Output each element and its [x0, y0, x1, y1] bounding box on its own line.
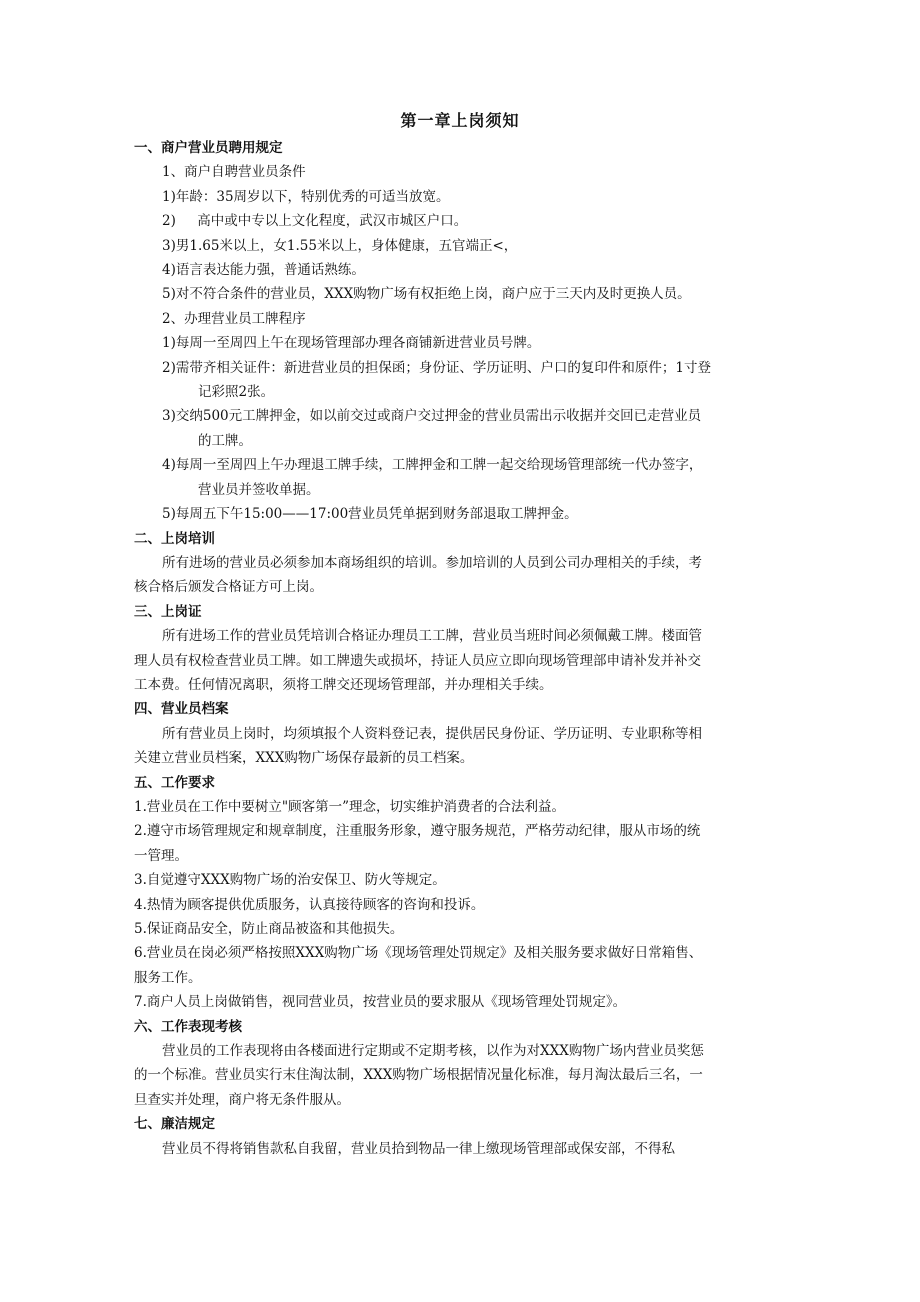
list-item-continuation: 的工牌。 [198, 432, 252, 449]
requirement-line: 2.遵守市场管理规定和规章制度，注重服务形象，遵守服务规范，严格劳动纪律，服从市场的统 [134, 823, 701, 840]
list-item-continuation: 营业员并签收单据。 [198, 481, 320, 498]
paragraph-line: 营业员的工作表现将由各楼面进行定期或不定期考核，以作为对XXX购物广场内营业员奖惩 [162, 1043, 704, 1060]
list-item: 1)年龄：35周岁以下，特别优秀的可适当放宽。 [162, 188, 450, 205]
subsection-title-1-1: 1、商户自聘营业员条件 [162, 164, 306, 181]
paragraph-line: 所有营业员上岗时，均须填报个人资料登记表，提供居民身份证、学历证明、专业职称等相 [162, 725, 702, 742]
list-item: 2) 高中或中专以上文化程度，武汉市城区户口。 [162, 213, 468, 230]
paragraph [134, 722, 786, 771]
requirement-line: 1.营业员在工作中要树立"顾客第一”理念，切实维护消费者的合法利益。 [134, 798, 565, 815]
requirements-list [134, 795, 786, 1015]
list-item: 3)男1.65米以上，女1.55米以上，身体健康，五官端正<， [162, 237, 518, 254]
requirement-line: 7.商户人员上岗做销售，视同营业员，按营业员的要求服从《现场管理处罚规定》。 [134, 994, 627, 1011]
requirement-line: 5.保证商品安全，防止商品被盗和其他损失。 [134, 921, 404, 937]
paragraph-line: 所有进场工作的营业员凭培训合格证办理员工工牌，营业员当班时间必须佩戴工牌。楼面管 [162, 628, 702, 645]
page-title: 第一章上岗须知 [400, 111, 520, 130]
paragraph-line: 营业员不得将销售款私自我留，营业员拾到物品一律上缴现场管理部或保安部，不得私 [162, 1140, 675, 1157]
section-heading-3: 三、上岗证 [134, 603, 202, 620]
list-item: 1)每周一至周四上午在现场管理部办理各商铺新进营业员号牌。 [162, 335, 541, 352]
list-item-continuation: 记彩照2张。 [198, 384, 275, 401]
paragraph-line: 核合格后颁发合格证方可上岗。 [134, 579, 323, 596]
paragraph-line: 旦查实并处理，商户将无条件服从。 [134, 1091, 350, 1108]
paragraph [134, 551, 786, 600]
requirement-line: 服务工作。 [134, 969, 202, 986]
paragraph-line: 的一个标准。营业员实行末住淘汰制，XXX购物广场根据情况量化标准，每月淘汰最后三名，一 [134, 1067, 703, 1084]
section-heading-1: 一、商户营业员聘用规定 [134, 140, 283, 156]
list-item-line: 3)交纳500元工牌押金，如以前交过或商户交过押金的营业员需出示收据并交回已走营业员 [162, 408, 702, 425]
list-item: 5)每周五下午15:00——17:00营业员凭单据到财务部退取工牌押金。 [162, 506, 578, 523]
requirement-line: 3.自觉遵守XXX购物广场的治安保卫、防火等规定。 [134, 872, 446, 889]
list-item-line: 2)需带齐相关证件：新进营业员的担保函；身份证、学历证明、户口的复印件和原件；1寸登 [162, 359, 711, 376]
requirement-line: 4.热情为顾客提供优质服务，认真接待顾客的咨询和投诉。 [134, 896, 485, 913]
document-body [134, 136, 786, 1161]
section-heading-7: 七、廉洁规定 [134, 1116, 215, 1133]
paragraph-line: 关建立营业员档案，XXX购物广场保存最新的员工档案。 [134, 750, 474, 767]
list-item [134, 453, 786, 502]
list-item-line: 4)每周一至周四上午办理退工牌手续，工牌押金和工牌一起交给现场管理部统一代办签字， [162, 457, 703, 474]
paragraph [134, 1039, 786, 1112]
paragraph-line: 工本费。任何情况离职，须将工牌交还现场管理部，并办理相关手续。 [134, 676, 553, 693]
section-heading-5: 五、工作要求 [134, 774, 215, 791]
list-item [134, 404, 786, 453]
requirement-line: 一管理。 [134, 847, 188, 864]
list-item: 5)对不符合条件的营业员，XXX购物广场有权拒绝上岗，商户应于三天内及时更换人员。 [162, 286, 691, 303]
paragraph-line: 所有进场的营业员必须参加本商场组织的培训。参加培训的人员到公司办理相关的手续，考 [162, 554, 702, 571]
section-heading-4: 四、营业员档案 [134, 701, 229, 718]
paragraph [134, 624, 786, 697]
section-heading-6: 六、工作表现考核 [134, 1018, 242, 1035]
list-item: 4)语言表达能力强，普通话熟练。 [162, 262, 365, 279]
requirement-line: 6.营业员在岗必须严格按照XXX购物广场《现场管理处罚规定》及相关服务要求做好日常箱售、 [134, 945, 703, 962]
paragraph [134, 1137, 786, 1161]
section-heading-2: 二、上岗培训 [134, 530, 215, 547]
list-item [134, 356, 786, 405]
paragraph-line: 理人员有权检查营业员工牌。如工牌遗失或损坏，持证人员应立即向现场管理部申请补发并补交 [134, 652, 701, 669]
subsection-title-1-2: 2、办理营业员工牌程序 [162, 310, 306, 327]
